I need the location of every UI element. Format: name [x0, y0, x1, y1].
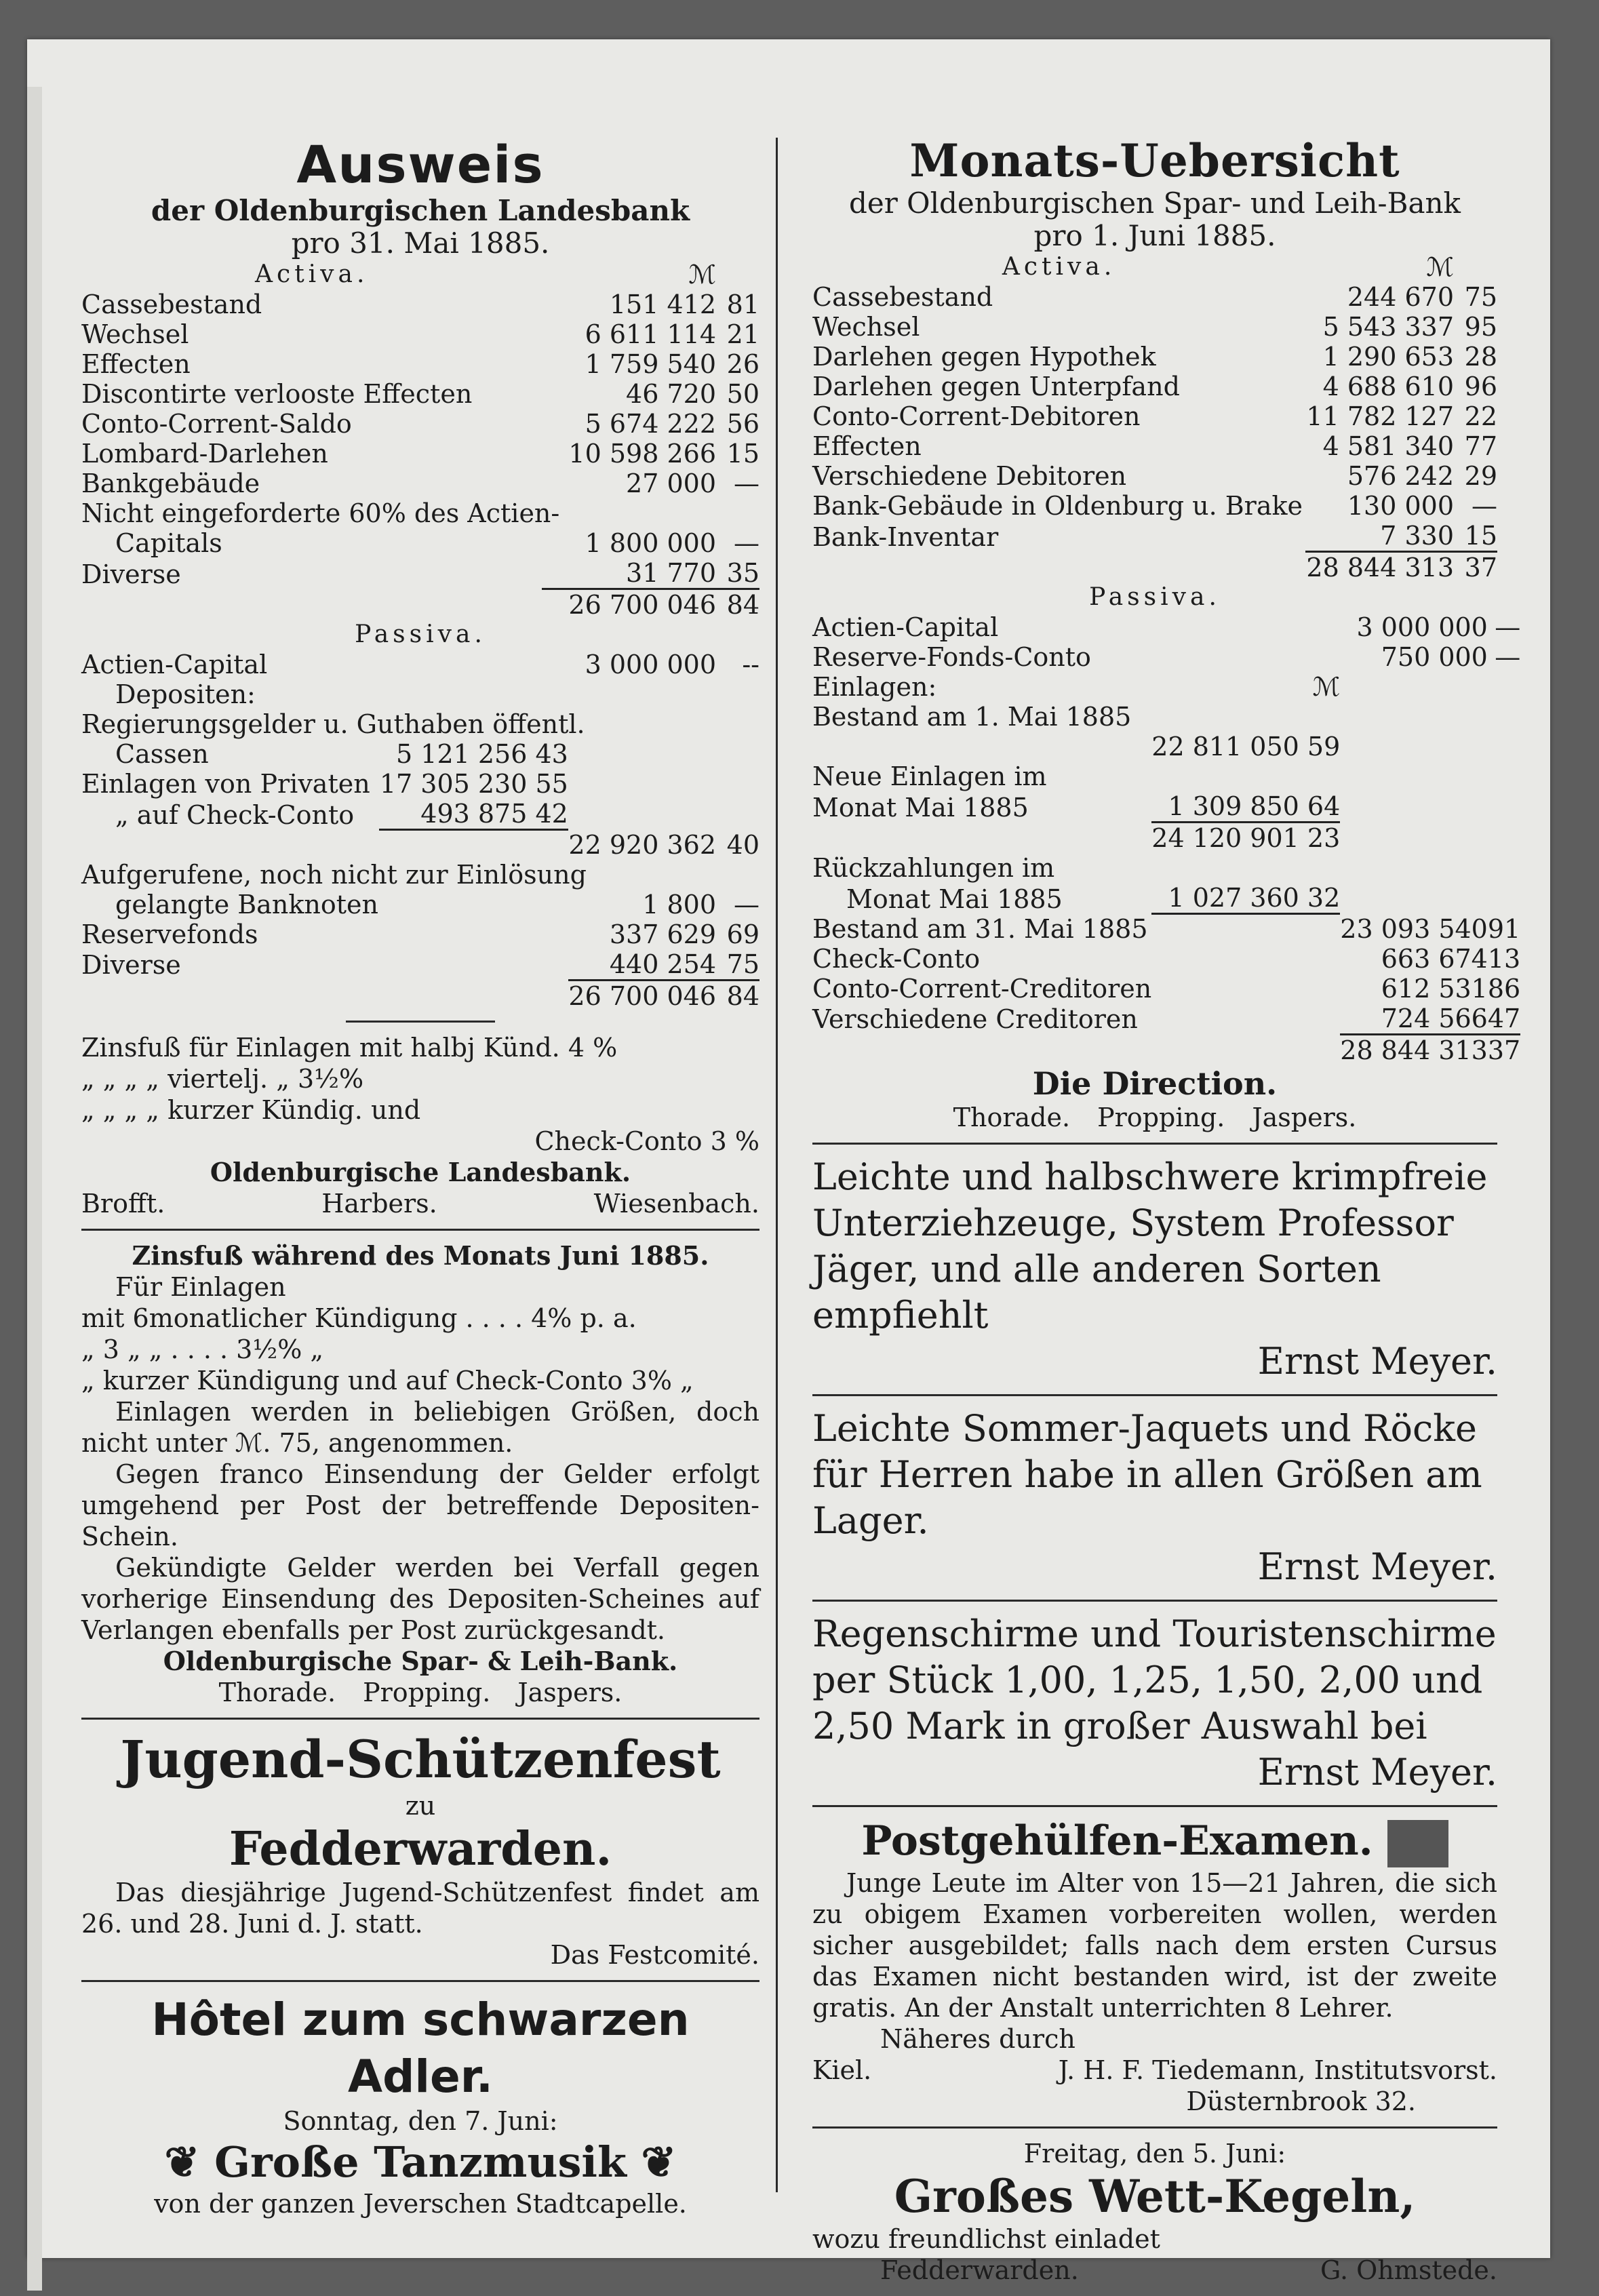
jugend-place: Fedderwarden. — [229, 1821, 612, 1876]
table-row: Bestand am 1. Mai 1885 — [812, 702, 1132, 732]
bank-name: Oldenburgische Landesbank. — [210, 1156, 631, 1187]
divider — [812, 1394, 1497, 1396]
table-row: Conto-Corrent-Debitoren 11 782 127 22 — [812, 401, 1497, 431]
table-row: Effecten 4 581 340 77 — [812, 431, 1497, 461]
zins-line: Zinsfuß für Einlagen mit halbj Künd. 4 % — [81, 1032, 618, 1063]
table-row: Wechsel 5 543 337 95 — [812, 312, 1497, 342]
table-row: Cassebestand 244 670 75 — [812, 282, 1497, 312]
table-row: Check-Conto 663 674 13 — [812, 943, 1521, 974]
total-row: 28 844 313 37 — [1340, 1035, 1521, 1065]
passiva-header: Passiva. — [355, 620, 486, 648]
table-row: Conto-Corrent-Creditoren 612 531 86 — [812, 973, 1521, 1004]
post-text: Junge Leute im Alter von 15—21 Jahren, die sich zu obigem Examen vorbereiten wollen, werden sicher ausgebildet; falls nach dem ersten Cursus das Examen nicht bestanden wird, ist der zweite gratis. An der Anstalt unterrichten 8 Lehrer. — [812, 1868, 1497, 2023]
table-row: Actien-Capital 3 000 000 -- — [81, 650, 759, 679]
passiva-header: Passiva. — [1089, 583, 1221, 611]
zinsfuss-line: Für Einlagen — [115, 1271, 286, 1302]
zinsfuss-line: „ kurzer Kündigung und auf Check-Conto 3% „ — [81, 1365, 694, 1396]
jugend-text: Das diesjährige Jugend-Schützenfest findet am 26. und 28. Juni d. J. statt. — [81, 1877, 759, 1939]
bank-name: Oldenburgische Spar- & Leih-Bank. — [163, 1645, 678, 1676]
table-row: Bank-Inventar 7 330 15 — [812, 521, 1497, 552]
table-row: Wechsel 6 611 114 21 — [81, 319, 759, 349]
post-more: Näheres durch — [880, 2024, 1075, 2054]
table-row: Effecten 1 759 540 26 — [81, 349, 759, 379]
table-row: Darlehen gegen Hypothek 1 290 653 28 — [812, 342, 1497, 372]
divider — [812, 1600, 1497, 1602]
page-binding-edge — [27, 87, 42, 2291]
ausweis-date: pro 31. Mai 1885. — [291, 226, 550, 260]
total-row: 28 844 313 37 — [1306, 553, 1497, 582]
zinsfuss-title: Zinsfuß während des Monats Juni 1885. — [132, 1240, 709, 1271]
signers: Brofft. Harbers. Wiesenbach. — [81, 1188, 759, 1219]
table-row: Conto-Corrent-Saldo 5 674 222 56 — [81, 409, 759, 439]
table-row: Neue Einlagen im — [812, 761, 1047, 791]
table-row: Einlagen von Privaten 17 305 230 55 — [81, 769, 568, 799]
kegeln-date: Freitag, den 5. Juni: — [1023, 2139, 1286, 2169]
table-row: Discontirte verlooste Effecten 46 720 50 — [81, 379, 759, 409]
table-row: Actien-Capital 3 000 000 — — [812, 612, 1521, 642]
kegeln-sign: Fedderwarden. G. Ohmstede. — [880, 2255, 1497, 2285]
table-row: Cassen 5 121 256 43 — [115, 739, 568, 769]
meyer-ad-text: Regenschirme und Touristenschirme per Stück 1,00, 1,25, 1,50, 2,00 und 2,50 Mark in großer Auswahl bei — [812, 1612, 1497, 1747]
monats-subtitle: der Oldenburgischen Spar- und Leih-Bank — [848, 186, 1461, 220]
table-row: Regierungsgelder u. Guthaben öffentl. — [81, 709, 585, 739]
subtotal-row: 22 920 362 40 — [81, 830, 759, 860]
table-row: Nicht eingeforderte 60% des Actien- — [81, 498, 560, 528]
right-column — [812, 134, 1521, 2286]
table-row: Cassebestand 151 412 81 — [81, 290, 759, 319]
meyer-ad-sign: Ernst Meyer. — [1257, 1750, 1497, 1794]
post-contact: Kiel. J. H. F. Tiedemann, Institutsvorst. — [812, 2055, 1497, 2085]
ornament-icon: ❦ — [164, 2137, 215, 2187]
table-row: Reserve-Fonds-Conto 750 000 — — [812, 642, 1521, 672]
zinsfuss-paragraph: Gekündigte Gelder werden bei Verfall gegen vorherige Einsendung des Depositen-Scheines auf Verlangen ebenfalls per Post zurückgesandt. — [81, 1552, 759, 1645]
ausweis-activa-table — [81, 260, 759, 620]
jugend-sign: Das Festcomité. — [550, 1939, 759, 1970]
table-row: Depositen: — [115, 679, 256, 709]
currency-mark: ℳ — [688, 260, 716, 290]
table-row: „ auf Check-Conto 493 875 42 — [115, 799, 568, 830]
hotel-by: von der ganzen Jeverschen Stadtcapelle. — [154, 2188, 687, 2219]
divider — [812, 1143, 1497, 1145]
divider — [812, 2126, 1497, 2129]
table-row: Monat Mai 1885 1 309 850 64 — [812, 791, 1341, 823]
ausweis-passiva-table — [81, 650, 759, 1011]
post-title: Postgehülfen-Examen. — [812, 1817, 1497, 1868]
newspaper-page — [27, 39, 1550, 2285]
meyer-ad-text: Leichte und halbschwere krimpfreie Unterziehzeuge, System Professor Jäger, und alle anderen Sorten empfiehlt — [812, 1155, 1488, 1337]
divider — [81, 1718, 759, 1720]
monats-activa-table — [812, 252, 1497, 582]
ornament-icon: ❦ — [626, 2137, 677, 2187]
table-row: Aufgerufene, noch nicht zur Einlösung — [81, 859, 587, 890]
short-divider — [346, 1021, 495, 1023]
activa-header: Activa. — [255, 260, 369, 288]
divider — [81, 1229, 759, 1231]
hotel-event: ❦ Große Tanzmusik ❦ — [164, 2137, 677, 2187]
stamp-icon — [1387, 1820, 1448, 1867]
table-row: Reservefonds 337 629 69 — [81, 919, 759, 949]
zinsfuss-paragraph: Einlagen werden in beliebigen Größen, doch nicht unter ℳ. 75, angenommen. — [81, 1396, 759, 1458]
table-row: Diverse 31 770 35 — [81, 558, 759, 589]
meyer-ad-sign: Ernst Meyer. — [1257, 1339, 1497, 1383]
zinsfuss-paragraph: Gegen franco Einsendung der Gelder erfolgt umgehend per Post der betreffende Depositen-Schein. — [81, 1459, 759, 1551]
zins-line: Check-Conto 3 % — [534, 1126, 759, 1156]
direction: Die Direction. — [1032, 1065, 1278, 1102]
zins-line: „ „ „ „ kurzer Kündig. und — [81, 1094, 421, 1125]
kegeln-invite: wozu freundlichst einladet — [812, 2224, 1160, 2254]
jugend-zu: zu — [405, 1790, 436, 1821]
total-row: 26 700 046 84 — [568, 981, 759, 1011]
currency-mark: ℳ — [1426, 252, 1454, 282]
post-addr: Düsternbrook 32. — [1186, 2086, 1416, 2116]
table-row: Rückzahlungen im — [812, 853, 1055, 883]
kegeln-title: Großes Wett-Kegeln, — [894, 2170, 1416, 2223]
table-row: gelangte Banknoten 1 800 — — [115, 889, 759, 919]
monats-passiva-table — [812, 612, 1520, 1065]
zins-line: „ „ „ „ viertelj. „ 3½% — [81, 1063, 364, 1094]
subtotal-row: 24 120 901 23 — [1151, 823, 1341, 853]
divider — [81, 1980, 759, 1982]
jugend-title: Jugend-Schützenfest — [120, 1728, 721, 1789]
column-divider — [776, 138, 778, 2192]
meyer-ad-sign: Ernst Meyer. — [1257, 1545, 1497, 1588]
table-row: Capitals 1 800 000 — — [115, 528, 759, 558]
monats-date: pro 1. Juni 1885. — [1033, 219, 1276, 252]
table-row: Lombard-Darlehen 10 598 266 15 — [81, 439, 759, 469]
ausweis-title: Ausweis — [296, 134, 545, 195]
table-row: Diverse 440 254 75 — [81, 949, 759, 980]
table-row: Verschiedene Creditoren 724 566 47 — [812, 1003, 1521, 1034]
signers: Thorade. Propping. Jaspers. — [218, 1677, 623, 1707]
table-row: Monat Mai 1885 1 027 360 32 — [846, 883, 1341, 914]
divider — [812, 1805, 1497, 1807]
table-row: Bankgebäude 27 000 — — [81, 469, 759, 498]
total-row: 26 700 046 84 — [81, 589, 759, 620]
hotel-title: Hôtel zum schwarzen Adler. — [151, 1993, 690, 2103]
zinsfuss-line: „ 3 „ „ . . . . 3½% „ — [81, 1334, 324, 1364]
monats-title: Monats-Uebersicht — [909, 134, 1400, 187]
zinsfuss-line: mit 6monatlicher Kündigung . . . . 4% p. a. — [81, 1303, 637, 1333]
table-row: Bestand am 31. Mai 1885 23 093 540 91 — [812, 913, 1521, 944]
table-row: Darlehen gegen Unterpfand 4 688 610 96 — [812, 372, 1497, 401]
table-row: Bank-Gebäude in Oldenburg u. Brake 130 000 — — [812, 491, 1497, 521]
meyer-ad-text: Leichte Sommer-Jaquets und Röcke für Herren habe in allen Größen am Lager. — [812, 1406, 1482, 1542]
left-column — [81, 134, 759, 2219]
signers: Thorade. Propping. Jaspers. — [953, 1102, 1357, 1132]
table-row: 22 811 050 59 — [1151, 732, 1341, 761]
activa-header: Activa. — [1002, 253, 1116, 281]
ausweis-subtitle: der Oldenburgischen Landesbank — [151, 194, 690, 227]
table-row: Einlagen: ℳ — [812, 672, 1341, 702]
table-row: Verschiedene Debitoren 576 242 29 — [812, 461, 1497, 491]
hotel-date: Sonntag, den 7. Juni: — [283, 2105, 558, 2136]
